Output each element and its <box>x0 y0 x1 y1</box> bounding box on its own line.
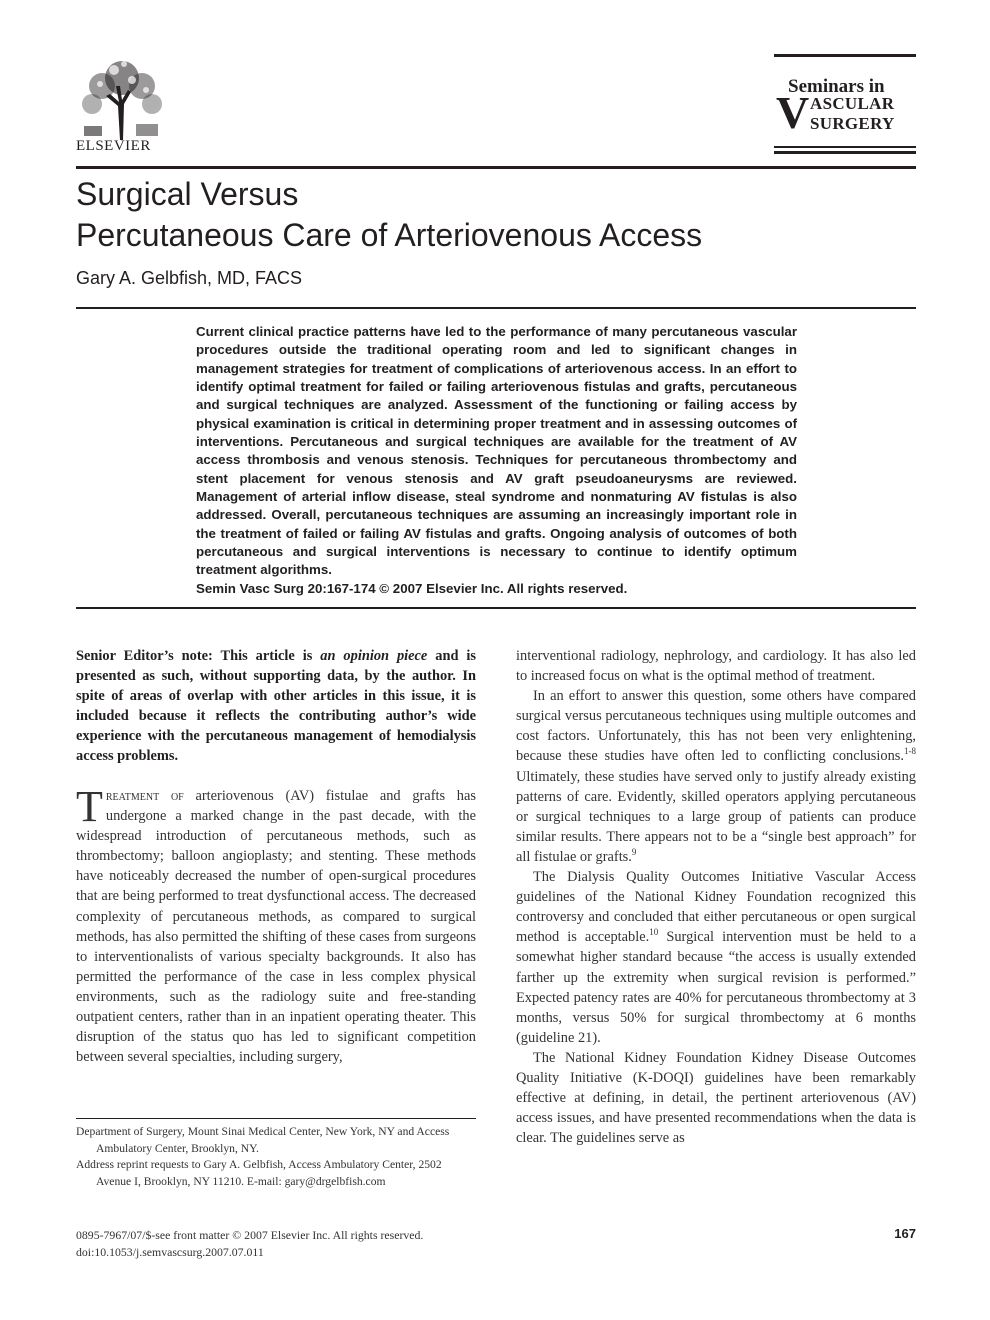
publisher-name: ELSEVIER <box>76 138 151 154</box>
reference-link[interactable]: 10 <box>649 927 659 938</box>
editor-note-text-rest: and is presented as such, without supporting data, by the author. In spite of areas of overlap with other articles in this issue, it is included because it reflects the contributing author’s wide experience with the percutaneous management of hemodialysis access problems. <box>76 648 477 764</box>
reference-link[interactable]: 9 <box>631 847 637 858</box>
paragraph-text: arteriovenous (AV) fistulae and grafts has undergone a marked change in the past decade, with the widespread introduction of percutaneous methods, such as thrombectomy; balloon angioplasty; and stenting. These methods have noticeably decreased the number of open-surgical procedures that are being performed to treat dysfunctional access. The decreased complexity of percutaneous methods, as compared to surgical methods, has also permitted the shifting of these cases from surgeons to interventionalists of various specialty backgrounds. It also has permitted the performance of the case in less complex physical environments, such as the radiology suite and free-standing outpatient centers, rather than in an inpatient operating theater. This disruption of the status quo has led to significant competition between several specialties, including surgery, <box>76 788 476 1066</box>
editor-note-label: Senior Editor’s note: <box>76 648 213 664</box>
paragraph-text: Ultimately, these studies have served only to justify already existing patterns of care. Evidently, skilled operators applying percutaneous or surgical techniques to a large group of patients can produce similar results. There appears not to be a “single best approach” for all fistulae or grafts. <box>516 768 916 865</box>
title-rule <box>76 307 916 309</box>
journal-masthead <box>774 54 916 154</box>
paragraph-text: The Dialysis Quality Outcomes Initiative Vascular Access guidelines of the National Kidney Foundation recognized this controversy and concluded that either percutaneous or open surgical method is acceptable. <box>516 869 916 946</box>
editor-note-text: This article is <box>212 648 321 664</box>
journal-name-line3: SURGERY <box>810 114 895 133</box>
article-title-line1: Surgical Versus <box>76 176 299 212</box>
right-column-body <box>516 646 916 1148</box>
article-abstract: Current clinical practice patterns have led to the performance of many percutaneous vascular procedures outside the traditional operating room and led to significant changes in management strategies for treatment of complications of arteriovenous access. In an effort to identify optimal treatment for failed or failing arteriovenous fistulas and grafts, percutaneous and surgical techniques are analyzed. Assessment of the functioning or failing access by physical examination is critical in determining proper treatment and in assessing outcomes of interventions. Percutaneous and surgical techniques are available for the treatment of AV access thrombosis and venous stenosis. Techniques for percutaneous thrombectomy and stent placement for venous stenosis and AV graft pseudoaneurysms are reviewed. Management of arterial inflow disease, steal syndrome and nonmaturing AV fistulas is also addressed. Overall, percutaneous techniques are assuming an increasingly important role in the treatment of failed or failing AV fistulas and grafts. Ongoing analysis of outcomes of both percutaneous and surgical interventions is necessary to continue to identify optimum treatment algorithms. <box>196 324 797 578</box>
body-paragraph: interventional radiology, nephrology, and cardiology. It has also led to increased focus on what is the optimal method of treatment. <box>516 648 916 685</box>
page-footer <box>76 1227 423 1261</box>
paragraph-text: Surgical intervention must be held to a somewhat higher standard because “the access is usually extended farther up the extremity when surgical revision is performed.” Expected patency rates are 40% for percutaneous thrombectomy at 3 months, versus 50% for surgical thrombectomy at 6 months (guideline 21). <box>516 929 916 1046</box>
body-paragraph <box>516 686 916 867</box>
article-author: Gary A. Gelbfish, MD, FACS <box>76 268 303 288</box>
footnote-rule <box>76 1118 476 1119</box>
footer-doi[interactable]: doi:10.1053/j.semvascsurg.2007.07.011 <box>76 1245 264 1259</box>
footnotes <box>76 1124 476 1190</box>
article-title-line2: Percutaneous Care of Arteriovenous Access <box>76 217 703 253</box>
footer-issn: 0895-7967/07/$-see front matter © 2007 Elsevier Inc. All rights reserved. <box>76 1228 424 1242</box>
masthead-top-rule <box>774 54 916 57</box>
journal-name-line1: Seminars in <box>788 76 885 97</box>
abstract-rule <box>76 607 916 609</box>
masthead-bottom-rule <box>774 146 916 148</box>
journal-name-line2: ASCULAR <box>810 94 895 113</box>
paragraph-text: In an effort to answer this question, some others have compared surgical versus percutaneous techniques using multiple outcomes and cost factors. Unfortunately, this has not been very enlightening, because these studies have often led to conflicting conclusions. <box>516 688 916 765</box>
drop-cap: T <box>76 782 103 831</box>
body-paragraph <box>516 867 916 1048</box>
abstract-citation: Semin Vasc Surg 20:167-174 © 2007 Elsevier Inc. All rights reserved. <box>196 581 628 596</box>
page-number: 167 <box>894 1226 916 1241</box>
footnote-affiliation: Department of Surgery, Mount Sinai Medical Center, New York, NY and Access Ambulatory Center, Brooklyn, NY. <box>76 1125 450 1155</box>
masthead-bottom-rule-thick <box>774 151 916 154</box>
left-column-body <box>76 782 476 1067</box>
editor-note-emphasis: an opinion piece <box>320 648 428 664</box>
footnote-reprint: Address reprint requests to Gary A. Gelbfish, Access Ambulatory Center, 2502 Avenue I, Brooklyn, NY 11210. E-mail: gary@drgelbfish.com <box>76 1158 442 1188</box>
journal-name-initial: V <box>776 87 810 138</box>
editor-note <box>76 646 476 766</box>
header-rule <box>76 166 916 169</box>
lead-in-caps: reatment of <box>105 788 184 804</box>
body-paragraph: The National Kidney Foundation Kidney Disease Outcomes Quality Initiative (K-DOQI) guidelines have been remarkably effective at defining, in detail, the pertinent arteriovenous (AV) access issues, and have presented recommendations when the data is clear. The guidelines serve as <box>516 1049 916 1147</box>
reference-link[interactable]: 1-8 <box>904 746 916 757</box>
body-paragraph <box>76 782 476 1067</box>
article-title <box>76 174 916 256</box>
